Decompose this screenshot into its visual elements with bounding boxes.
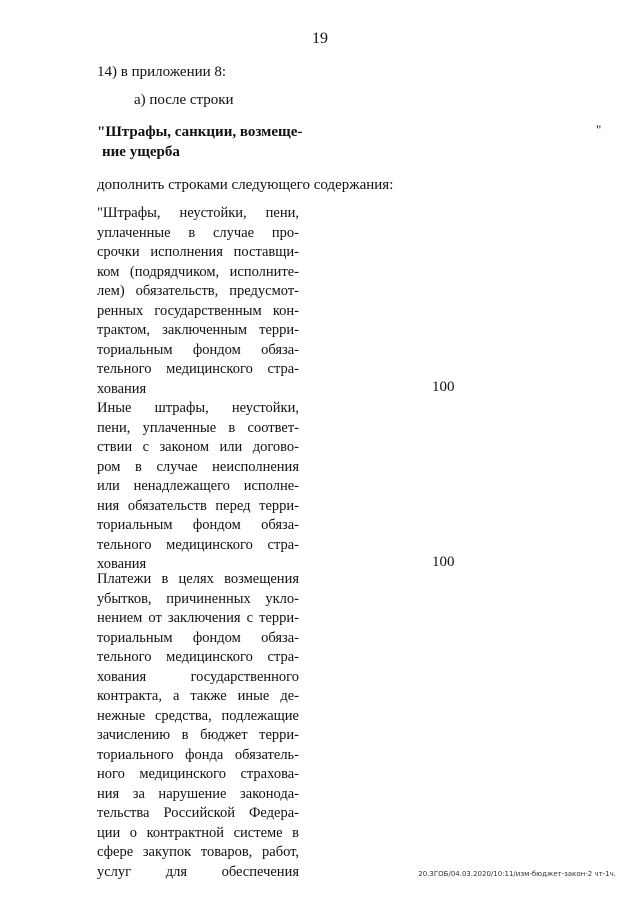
entry-1-line: "Штрафы, неустойки, пени, [97,205,299,221]
page-number: 19 [312,30,328,47]
entry-2-line: ствии с законом или догово- [97,439,299,455]
entry-1-line: трактом, заключенным терри- [97,322,299,338]
entry-3-line: нением от заключения с терри- [97,610,299,626]
entry-2-line: Иные штрафы, неустойки, [97,400,299,416]
entry-2-value: 100 [432,554,455,570]
entry-1-line: тельного медицинского стра- [97,361,299,377]
entry-3-line: нежные средства, подлежащие [97,707,299,724]
bold-heading-line-2: ние ущерба [102,144,180,160]
footer-id: 20.3ГОБ/04.03.2020/10:11/изм-бюджет-закон-2 чт-1ч. [418,870,616,878]
entry-3-line: ции о контрактной системе в [97,824,299,841]
bold-heading-line-1: "Штрафы, санкции, возмеще- [97,124,303,140]
entry-2-line: или ненадлежащего исполне- [97,478,299,494]
entry-3-line: хования государственного [97,668,299,685]
entry-2-line: пени, уплаченные в соответ- [97,419,299,436]
entry-1-line: лем) обязательств, предусмот- [97,283,299,299]
entry-1-line: срочки исполнения поставщи- [97,244,299,260]
closing-quote: " [596,122,602,137]
item-subtitle: а) после строки [134,92,234,108]
entry-3-line: услуг для обеспечения [97,863,299,880]
entry-3-line: контракта, а также иные де- [97,688,299,704]
entry-3-line: ного медицинского страхова- [97,766,299,782]
entry-3-line: тельства Российской Федера- [97,805,299,821]
entry-3-line: ториальным фондом обяза- [97,629,299,646]
entry-1-line: уплаченные в случае про- [97,224,299,241]
entry-1-line: ториальным фондом обяза- [97,341,299,358]
entry-3-line: ния за нарушение законода- [97,785,299,802]
intro-text: дополнить строками следующего содержания: [97,177,394,193]
entry-3-line: сфере закупок товаров, работ, [97,844,299,860]
entry-2-line: хования [97,556,147,572]
entry-1-line: ренных государственным кон- [97,302,299,319]
entry-2-line: ториальным фондом обяза- [97,517,299,533]
entry-3-line: зачислению в бюджет терри- [97,727,299,743]
entry-2-line: ром в случае неисполнения [97,458,299,475]
entry-1-line: ком (подрядчиком, исполните- [97,263,299,280]
entry-1-value: 100 [432,378,455,395]
entry-3-line: убытков, причиненных укло- [97,590,299,607]
entry-3-line: тельного медицинского стра- [97,649,299,665]
entry-3-line: Платежи в целях возмещения [97,571,299,587]
entry-2-line: ния обязательств перед терри- [97,497,299,514]
item-title: 14) в приложении 8: [97,64,227,80]
entry-1-line: хования [97,380,147,397]
entry-2-line: тельного медицинского стра- [97,536,299,553]
entry-3-line: ториального фонда обязатель- [97,746,299,763]
